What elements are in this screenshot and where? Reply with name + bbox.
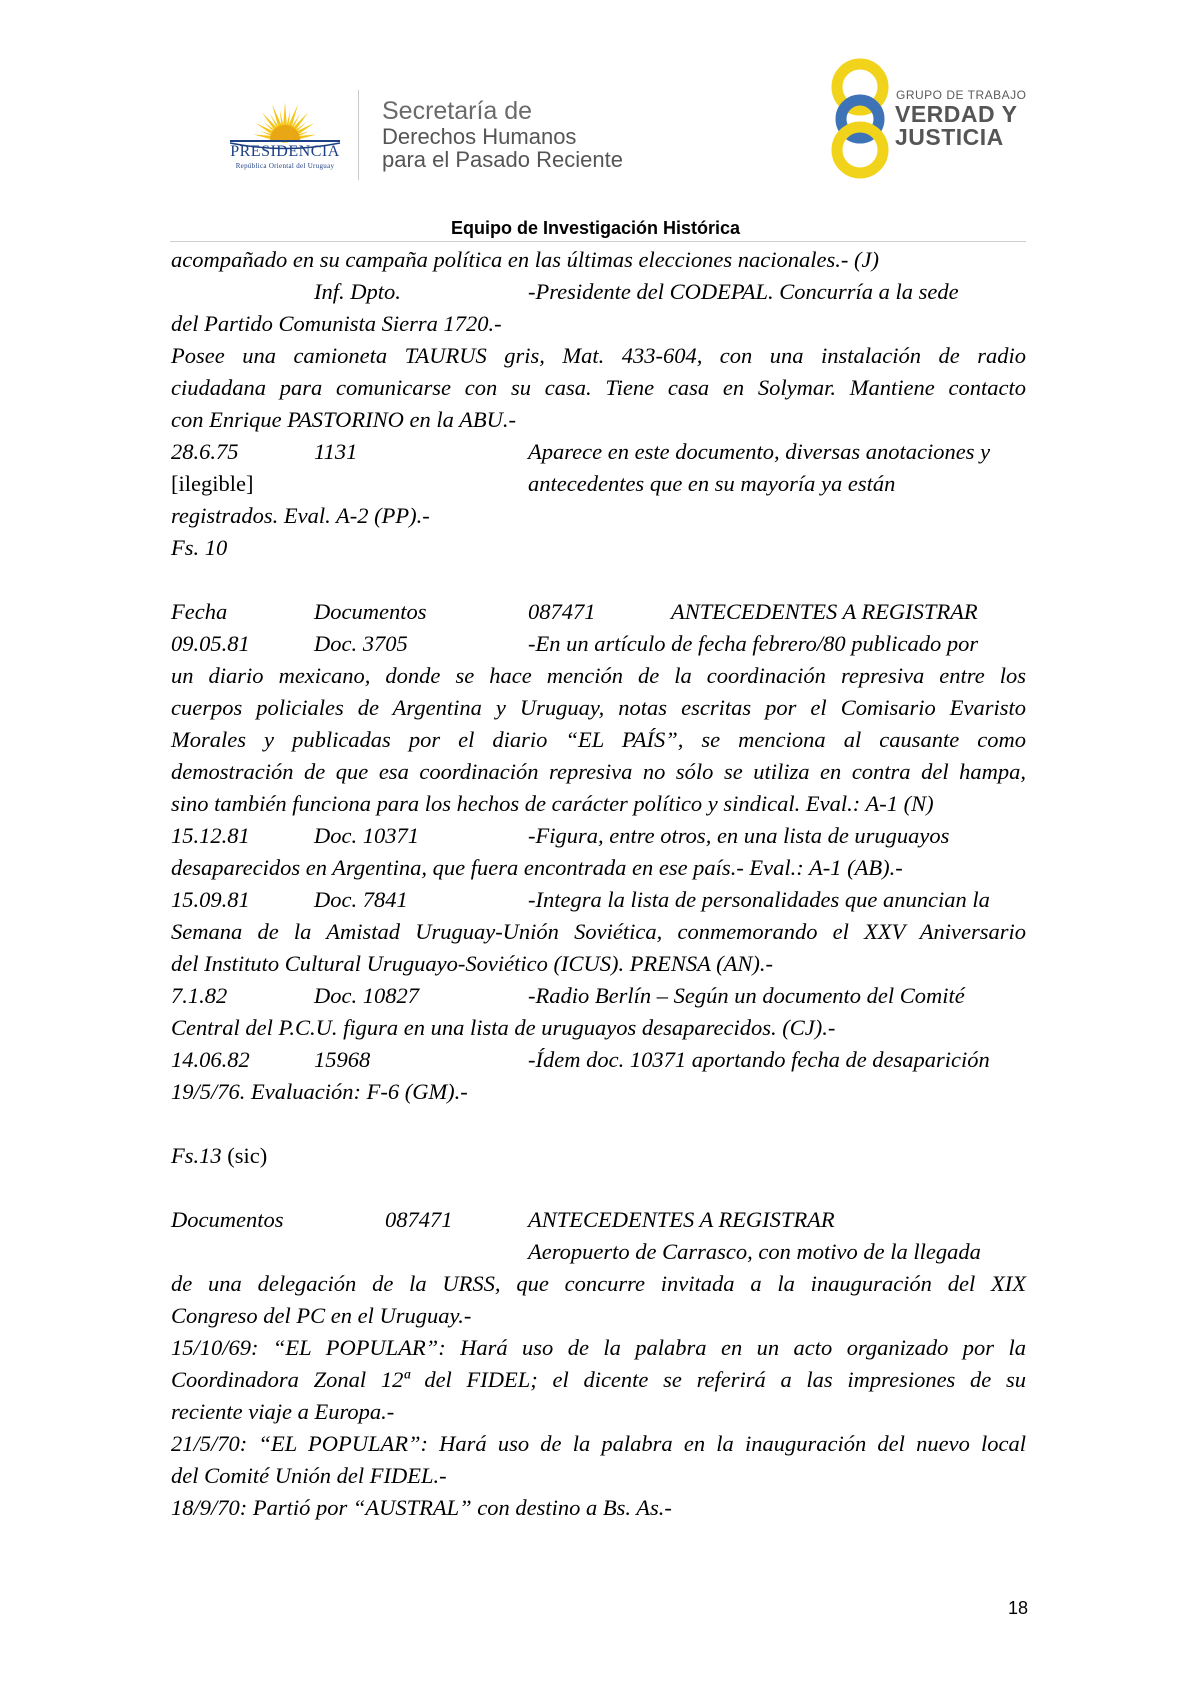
text-line: del Comité Unión del FIDEL.- [171,1463,447,1488]
text-line: Coordinadora Zonal 12ª del FIDEL; el dicente se referirá a las impresiones de su [171,1367,1026,1392]
text-line: demostración de que esa coordinación represiva no sólo se utiliza en contra del hampa, [171,759,1026,784]
vj-group-label: GRUPO DE TRABAJO [896,88,1027,102]
header-antecedentes: ANTECEDENTES A REGISTRAR [671,599,978,624]
text-line: del Partido Comunista Sierra 1720.- [171,311,502,336]
record-text: -Ídem doc. 10371 aportando fecha de desaparición [528,1047,990,1072]
text-line [171,276,1026,308]
text-line: sino también funciona para los hechos de carácter político y sindical. Eval.: A-1 (N) [171,791,934,816]
text-line: Semana de la Amistad Uruguay-Unión Soviética, conmemorando el XXV Aniversario [171,919,1026,944]
column-headers [171,1204,1026,1236]
record-doc: Doc. 10827 [314,983,419,1008]
line-source: Inf. Dpto. [314,279,401,304]
record-doc: Doc. 3705 [314,631,408,656]
line-entry: -Presidente del CODEPAL. Concurría a la sede [528,279,959,304]
logo-divider [358,90,359,180]
record-date: 14.06.82 [171,1047,250,1072]
text-line [171,1236,1026,1268]
presidencia-subtitle: República Oriental del Uruguay [235,162,335,170]
verdad-justicia-rings-logo [820,56,900,181]
secretaria-line-3: para el Pasado Reciente [382,147,623,172]
record-row [171,1044,1026,1076]
text-line: con Enrique PASTORINO en la ABU.- [171,407,516,432]
text-line: ciudadana para comunicarse con su casa. Tiene casa en Solymar. Mantiene contacto [171,375,1026,400]
team-title: Equipo de Investigación Histórica [450,218,741,238]
record-text: -Radio Berlín – Según un documento del Comité [528,983,965,1008]
text-line: Central del P.C.U. figura en una lista de uruguayos desaparecidos. (CJ).- [171,1015,836,1040]
record-date: 09.05.81 [171,631,250,656]
record-doc: Doc. 7841 [314,887,408,912]
secretaria-line-2: Derechos Humanos [382,124,577,149]
header-fecha: Fecha [171,599,228,624]
record-date: 28.6.75 [171,439,239,464]
record-row [171,820,1026,852]
record-row [171,980,1026,1012]
record-doc: Doc. 10371 [314,823,419,848]
column-headers [171,596,1026,628]
record-date: 15.09.81 [171,887,250,912]
record-text: antecedentes que en su mayoría ya están [528,471,896,496]
record-text: -Figura, entre otros, en una lista de uruguayos [528,823,950,848]
header-antecedentes: ANTECEDENTES A REGISTRAR [528,1207,835,1232]
record-date: 15.12.81 [171,823,250,848]
header-documentos: Documentos [171,1207,284,1232]
record-date: 7.1.82 [171,983,228,1008]
record-text: -Integra la lista de personalidades que anuncian la [528,887,990,912]
header-rule [170,241,1026,242]
text-line: 15/10/69: “EL POPULAR”: Hará uso de la palabra en un acto organizado por la [171,1335,1026,1360]
text-line: 18/9/70: Partió por “AUSTRAL” con destino a Bs. As.- [171,1495,672,1520]
text-line: cuerpos policiales de Argentina y Uruguay, notas escritas por el Comisario Evaristo [171,695,1026,720]
text-line: 19/5/76. Evaluación: F-6 (GM).- [171,1079,468,1104]
record-row [171,468,1026,500]
text-line: acompañado en su campaña política en las últimas elecciones nacionales.- (J) [171,247,879,272]
folio-label [171,1140,1026,1172]
record-text: Aparece en este documento, diversas anotaciones y [528,439,991,464]
header-number: 087471 [385,1207,453,1232]
record-row [171,628,1026,660]
vj-title-line-1: VERDAD Y [895,101,1018,127]
page-header [0,0,1191,238]
text-line: desaparecidos en Argentina, que fuera encontrada en ese país.- Eval.: A-1 (AB).- [171,855,903,880]
folio-number: Fs.13 [171,1143,222,1168]
text-line: registrados. Eval. A-2 (PP).- [171,503,430,528]
text-line: Morales y publicadas por el diario “EL PAÍS”, se menciona al causante como [171,727,1026,752]
text-line: Congreso del PC en el Uruguay.- [171,1303,472,1328]
record-text: Aeropuerto de Carrasco, con motivo de la llegada [528,1239,981,1264]
secretaria-line-1: Secretaría de [382,97,533,125]
page-number: 18 [1007,1598,1028,1618]
header-documentos: Documentos [314,599,427,624]
record-doc: 1131 [314,439,358,464]
vj-title-line-2: JUSTICIA [895,124,1004,150]
header-number: 087471 [528,599,596,624]
text-line: 21/5/70: “EL POPULAR”: Hará uso de la palabra en la inauguración del nuevo local [171,1431,1026,1456]
record-doc: 15968 [314,1047,371,1072]
record-row [171,884,1026,916]
record-text: -En un artículo de fecha febrero/80 publicado por [528,631,979,656]
text-line: de una delegación de la URSS, que concurre invitada a la inauguración del XIX [171,1271,1026,1296]
text-line: Posee una camioneta TAURUS gris, Mat. 433-604, con una instalación de radio [171,343,1026,368]
sic-note: (sic) [221,1143,268,1168]
presidencia-title: PRESIDENCIA [230,143,340,160]
illegible-note: [ilegible] [171,471,254,496]
folio-label: Fs. 10 [171,535,228,560]
record-row [171,436,1026,468]
document-body [171,244,1026,1524]
text-line: un diario mexicano, donde se hace mención de la coordinación represiva entre los [171,663,1026,688]
text-line: reciente viaje a Europa.- [171,1399,395,1424]
text-line: del Instituto Cultural Uruguayo-Soviético (ICUS). PRENSA (AN).- [171,951,773,976]
